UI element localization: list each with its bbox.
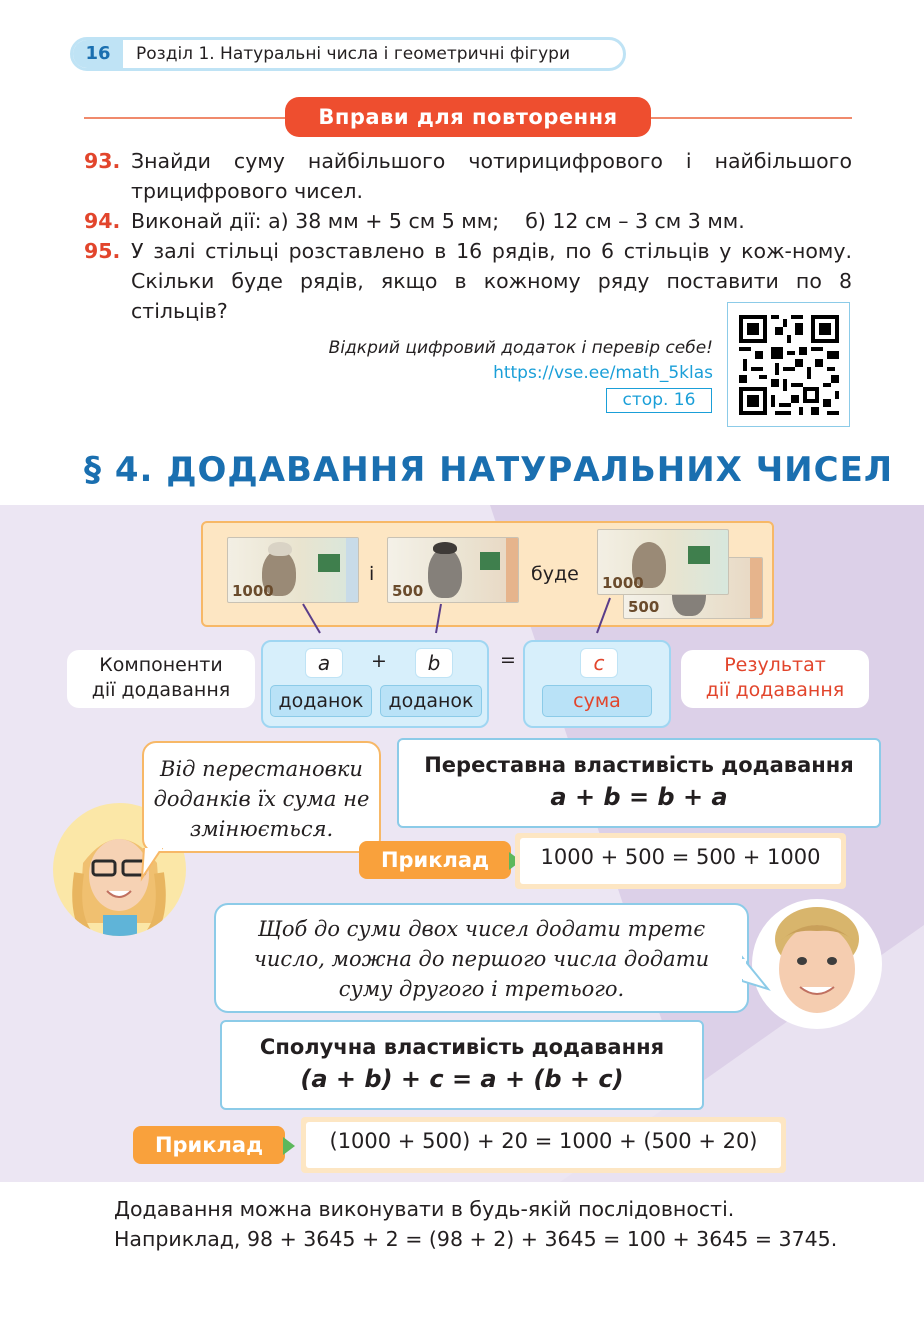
and-word: і [369,563,375,585]
sum-box [523,640,671,728]
plus-sign: + [371,650,387,672]
will-be-word: буде [531,563,579,585]
sum-label: сума [542,685,652,717]
commutative-property [397,738,881,828]
digital-link[interactable]: https://vse.ee/math_5klas [493,363,713,383]
digital-page[interactable]: стор. 16 [606,388,712,413]
commutative-bubble-text: Від перестановки доданків їх сума не змінюється. [153,757,370,841]
exercises-title: Вправи для повторення [285,97,651,137]
bottom-text-line-2: Наприклад, 98 + 3645 + 2 = (98 + 2) + 3645 = 100 + 3645 = 3745. [114,1227,838,1251]
bill-500-value: 500 [628,598,660,616]
bottom-text-line-1: Додавання можна виконувати в будь-якій послідовності. [114,1197,735,1221]
exercise-number: 93. [84,149,121,173]
exercise-number: 95. [84,239,121,263]
digital-note: Відкрий цифровий додаток і перевір себе! [328,338,713,358]
bubble-tail [140,848,180,882]
variable-a: a [305,648,343,678]
associative-bubble-text: Щоб до суми двох чисел додати третє число, можна до першого числа додати суму другого і третього. [253,917,710,1001]
associative-title: Сполучна властивість додавання [259,1035,665,1059]
bill-500-value: 500 [392,582,424,600]
example-label: Приклад [359,841,511,879]
commutative-formula: a + b = b + a [550,783,728,811]
bill-1000-value: 1000 [232,582,274,600]
variable-b: b [415,648,453,678]
arrow-right-icon [283,1137,295,1155]
associative-property [220,1020,704,1110]
equals-sign: = [500,649,516,671]
associative-formula: (a + b) + c = a + (b + c) [300,1065,624,1093]
section-title: § 4. ДОДАВАННЯ НАТУРАЛЬНИХ ЧИСЕЛ [84,450,894,490]
exercise-text: Знайди суму найбільшого чотирицифрового і найбільшого трицифрового чисел. [131,149,852,203]
addend-label: доданок [380,685,482,717]
commutative-example [515,833,846,889]
chapter-title: Розділ 1. Натуральні числа і геометричні фігури [136,44,571,64]
commutative-bubble [142,741,381,853]
exercise-text: Виконай дії: а) 38 мм + 5 см 5 мм; б) 12 см – 3 см 3 мм. [131,209,745,233]
example-label: Приклад [133,1126,285,1164]
result-label: Результат дії додавання [681,650,869,708]
exercise-text: У залі стільці розставлено в 16 рядів, по 6 стільців у кож-ному. Скільки буде рядів, якщо в кожному ряду поставити по 8 стільців? [131,239,852,323]
addends-box [261,640,489,728]
components-label: Компоненти дії додавання [67,650,255,708]
bubble-tail [742,955,772,995]
exercise-number: 94. [84,209,121,233]
commutative-title: Переставна властивість додавання [424,753,854,777]
commutative-example-text: 1000 + 500 = 500 + 1000 [520,838,841,884]
associative-example [301,1117,786,1173]
bill-1000-value: 1000 [602,574,644,592]
page-number: 16 [73,40,123,68]
addend-label: доданок [270,685,372,717]
associative-bubble [214,903,749,1013]
associative-example-text: (1000 + 500) + 20 = 1000 + (500 + 20) [306,1122,781,1168]
variable-c: c [580,648,618,678]
